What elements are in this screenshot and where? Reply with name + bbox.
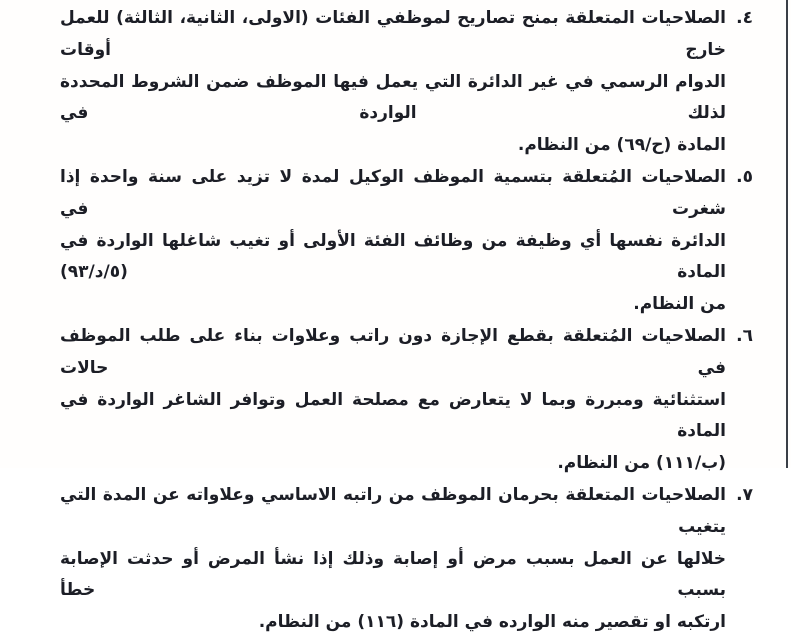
text-line: الصلاحيات المُتعلقة بتسمية الموظف الوكيل لمدة لا تزيد على سنة واحدة إذا شغرت في	[60, 166, 726, 219]
list-item-number: ٦.	[736, 325, 753, 346]
text-line: الصلاحيات المُتعلقة بقطع الإجازة دون راتب وعلاوات بناء على طلب الموظف في حالات	[60, 325, 726, 378]
list-item-number: ٧.	[736, 484, 753, 505]
text-line: استثنائية ومبررة وبما لا يتعارض مع مصلحة العمل وتوافر الشاغر الواردة في المادة	[60, 389, 726, 442]
text-line: الدائرة نفسها أي وظيفة من وظائف الفئة الأولى أو تغيب شاغلها الواردة في المادة (٥/د/٩٣)	[60, 230, 726, 283]
document-content	[60, 3, 753, 639]
list-item-body	[60, 321, 726, 480]
list-item	[60, 162, 753, 321]
list-item-body	[60, 3, 726, 162]
list-item-number: ٥.	[736, 166, 753, 187]
text-line: ارتكبه او تقصير منه الوارده في المادة (١١٦) من النظام.	[258, 612, 726, 633]
text-line: (ب/١١١) من النظام.	[557, 453, 726, 474]
text-line: من النظام.	[633, 294, 726, 315]
list-item	[60, 480, 753, 639]
list-item	[60, 321, 753, 480]
text-line: المادة (ح/٦٩) من النظام.	[517, 135, 726, 156]
text-line: الدوام الرسمي في غير الدائرة التي يعمل فيها الموظف ضمن الشروط المحددة لذلك الواردة في	[60, 71, 726, 124]
list-item-body	[60, 480, 726, 639]
text-line: الصلاحيات المتعلقة بحرمان الموظف من راتبه الاساسي وعلاواته عن المدة التي يتغيب	[60, 484, 726, 537]
list-item-number: ٤.	[736, 8, 753, 28]
list-item-body	[60, 162, 726, 321]
page-border-line	[786, 0, 788, 468]
list-item	[60, 3, 753, 162]
text-line: الصلاحيات المتعلقة بمنح تصاريح لموظفي الفئات (الاولى، الثانية، الثالثة) للعمل خارج أوقات	[60, 8, 726, 60]
text-line: خلالها عن العمل بسبب مرض أو إصابة وذلك إذا نشأ المرض أو حدثت الإصابة بسبب خطأ	[60, 548, 726, 601]
